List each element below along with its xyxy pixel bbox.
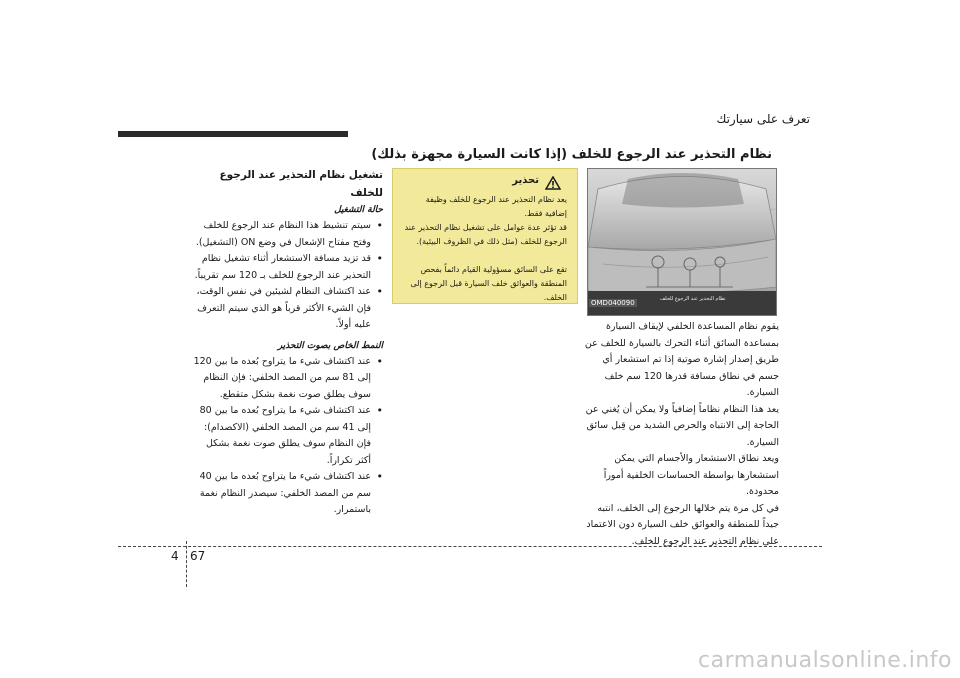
warning-paragraph: تقع على السائق مسؤولية القيام دائماً بفحص المنطقة والعوائق خلف السيارة قبل الرجوع إلى الخلف. — [410, 265, 567, 302]
page-number: 67 — [190, 549, 206, 563]
warning-box — [392, 168, 578, 304]
chapter-number: 4 — [171, 549, 179, 563]
warning-sound-subheading: النمط الخاص بصوت التحذير — [277, 340, 383, 351]
car-rear-photo — [587, 168, 777, 316]
operation-heading: تشغيل نظام التحذير عند الرجوع للخلف — [219, 169, 383, 199]
sound-bullet: • عند اكتشاف شيء ما يتراوح بُعده ما بين 40 سم من المصد الخلفي: سيصدر النظام نغمة باستمرار. — [191, 469, 383, 519]
section-title: نظام التحذير عند الرجوع للخلف (إذا كانت السيارة مجهزة بذلك) — [371, 147, 772, 162]
operation-bullet: • سيتم تنشيط هذا النظام عند الرجوع للخلف وفتح مفتاح الإشعال في وضع ON (التشغيل). — [191, 218, 383, 251]
footer-divider — [118, 546, 822, 547]
intro-paragraph: يقوم نظام المساعدة الخلفي لإيقاف السيارة بمساعدة السائق أثناء التحرك بالسيارة للخلف عن طريق إصدار إشارة صوتية إذا تم استشعار أي جسم في نطاق مسافة قدرها 120 سم خلف السيارة. — [584, 321, 779, 398]
warning-title: تحذير — [512, 175, 539, 186]
sound-bullet: • عند اكتشاف شيء ما يتراوح بُعده ما بين 120 إلى 81 سم من المصد الخلفي: فإن النظام سوف يطلق صوت نغمة بشكل متقطع. — [191, 354, 383, 404]
intro-paragraph: في كل مرة يتم خلالها الرجوع إلى الخلف، انتبه جيداً للمنطقة والعوائق خلف السيارة دون الاعتماد على نظام التحذير عند الرجوع للخلف. — [586, 502, 779, 547]
intro-paragraph: ويعد نطاق الاستشعار والأجسام التي يمكن استشعارها بواسطة الحساسات الخلفية أموراً محدودة. — [603, 453, 779, 497]
page-number-divider — [186, 541, 187, 587]
sound-bullet: • عند اكتشاف شيء ما يتراوح بُعده ما بين 80 إلى 41 سم من المصد الخلفي (الاكصدام): فإن النظام سوف يطلق صوت نغمة بشكل أكثر تكراراً. — [191, 403, 383, 469]
chapter-title: تعرف على سيارتك — [716, 112, 810, 126]
operation-subheading: حالة التشغيل — [334, 205, 383, 215]
figure-caption: نظام التحذير عند الرجوع للخلف — [660, 296, 726, 302]
warning-paragraph: قد تؤثر عدة عوامل على تشغيل نظام التحذير عند الرجوع للخلف (مثل ذلك في الظروف البيئية). — [404, 223, 567, 246]
intro-paragraph: يعد هذا النظام نظاماً إضافياً ولا يمكن أن يُغني عن الحاجة إلى الانتباه والحرص الشديد من قِبل سائق السيارة. — [585, 403, 779, 448]
intro-text-column — [579, 319, 779, 550]
header-bar — [118, 131, 348, 137]
operation-text-column — [191, 166, 383, 519]
watermark: carmanualsonline.info — [698, 648, 952, 673]
car-rear-illustration — [588, 169, 776, 315]
figure-code: OMD040090 — [591, 299, 635, 307]
operation-bullet: • قد تزيد مسافة الاستشعار أثناء تشغيل نظام التحذير عند الرجوع للخلف بـ 120 سم تقريباً. — [191, 251, 383, 284]
warning-triangle-icon — [545, 175, 561, 194]
warning-paragraph: يعد نظام التحذير عند الرجوع للخلف وظيفة إضافية فقط. — [425, 195, 567, 218]
operation-bullet: • عند اكتشاف النظام لشيئين في نفس الوقت، فإن الشيء الأكثر قرباً هو الذي سيتم التعرف عليه أولاً. — [191, 284, 383, 334]
